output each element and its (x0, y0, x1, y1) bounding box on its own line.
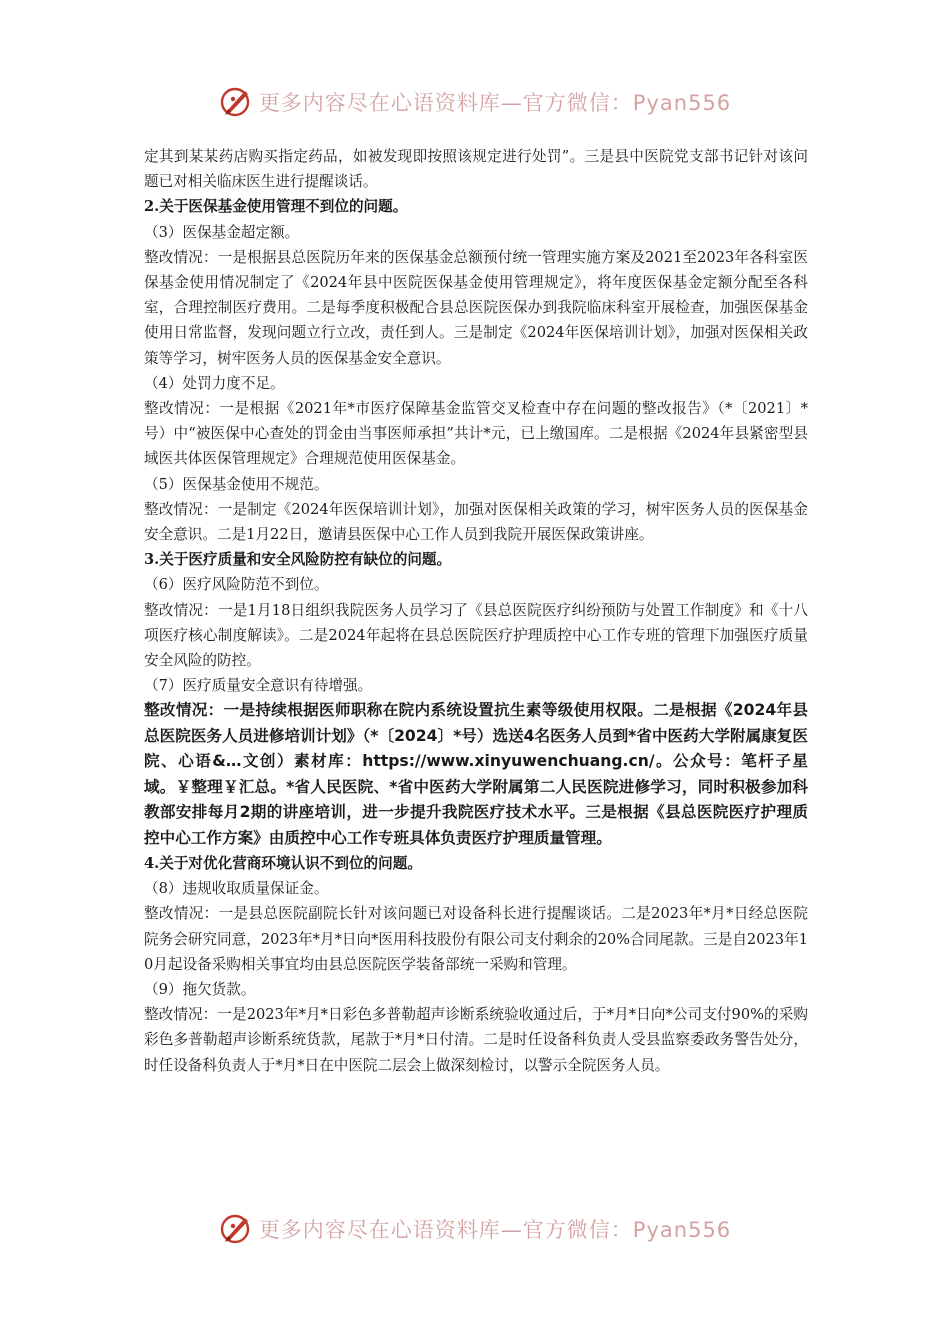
bold-paragraph: 整改情况：一是持续根据医师职称在院内系统设置抗生素等级使用权限。二是根据《2024年县总医院医务人员进修培训计划》（*〔2024〕*号）选送4名医务人员到*省中医药大学附属康复医院、心语&…文创）素材库：https://www.xinyuwenchuang.cn/。公众号：笔杆子星域。￥整理￥汇总。*省人民医院、*省中医药大学附属第二人民医院进修学习，同时积极参加科教部安排每月2期的讲座培训，进一步提升我院医疗技术水平。三是根据《县总医院医疗护理质控中心工作方案》由质控中心工作专班具体负责医疗护理质量管理。 (144, 701, 808, 847)
item-title: （9）拖欠货款。 (144, 980, 256, 998)
header-slogan: 更多内容尽在心语资料库—官方微信：Pyan556 (258, 91, 732, 115)
item-title: （7）医疗质量安全意识有待增强。 (144, 677, 373, 695)
section-heading: 2.关于医保基金使用管理不到位的问题。 (144, 198, 408, 216)
paragraph: 整改情况：一是根据《2021年*市医疗保障基金监管交叉检查中存在问题的整改报告》（*〔2021〕*号）中“被医保中心查处的罚金由当事医师承担”共计*元，已上缴国库。二是根据《2024年县紧密型县域医共体医保管理规定》合理规范使用医保基金。 (144, 400, 808, 468)
item-title: （8）违规收取质量保证金。 (144, 880, 329, 898)
paragraph: 整改情况：一是2023年*月*日彩色多普勒超声诊断系统验收通过后，于*月*日向*公司支付90%的采购彩色多普勒超声诊断系统货款，尾款于*月*日付清。二是时任设备科负责人受县监察委政务警告处分，时任设备科负责人于*月*日在中医院二层会上做深刻检讨，以警示全院医务人员。 (144, 1006, 808, 1074)
item-title: （3）医保基金超定额。 (144, 223, 300, 241)
paragraph: 整改情况：一是制定《2024年医保培训计划》，加强对医保相关政策的学习，树牢医务人员的医保基金安全意识。二是1月22日，邀请县医保中心工作人员到我院开展医保政策讲座。 (144, 500, 808, 544)
paragraph: 整改情况：一是1月18日组织我院医务人员学习了《县总医院医疗纠纷预防与处置工作制度》和《十八项医疗核心制度解读》。二是2024年起将在县总医院医疗护理质控中心工作专班的管理下加强医疗质量安全风险的防控。 (144, 601, 808, 670)
document-body (144, 144, 808, 1078)
item-title: （6）医疗风险防范不到位。 (144, 576, 329, 594)
footer-slogan: 更多内容尽在心语资料库—官方微信：Pyan556 (258, 1218, 732, 1242)
item-title: （5）医保基金使用不规范。 (144, 475, 329, 493)
item-title: （4）处罚力度不足。 (144, 374, 285, 392)
brush-pen-logo-icon (219, 85, 253, 119)
section-heading: 4.关于对优化营商环境认识不到位的问题。 (144, 854, 422, 872)
paragraph: 整改情况：一是根据县总医院历年来的医保基金总额预付统一管理实施方案及2021至2023年各科室医保基金使用情况制定了《2024年县中医院医保基金使用管理规定》，将年度医保基金定额分配至各科室，合理控制医疗费用。二是每季度积极配合县总医院医保办到我院临床科室开展检查，加强医保基金使用日常监督，发现问题立行立改，责任到人。三是制定《2024年医保培训计划》，加强对医保相关政策等学习，树牢医务人员的医保基金安全意识。 (144, 248, 809, 367)
brush-pen-logo-icon (219, 1212, 253, 1246)
footer-banner (0, 1209, 950, 1249)
paragraph: 整改情况：一是县总医院副院长针对该问题已对设备科长进行提醒谈话。二是2023年*月*日经总医院院务会研究同意，2023年*月*日向*医用科技股份有限公司支付剩余的20%合同尾款。三是自2023年10月起设备采购相关事宜均由县总医院医学装备部统一采购和管理。 (144, 905, 808, 973)
section-heading: 3.关于医疗质量和安全风险防控有缺位的问题。 (144, 551, 452, 569)
header-banner (0, 82, 950, 122)
paragraph: 定其到某某药店购买指定药品，如被发现即按照该规定进行处罚”。三是县中医院党支部书记针对该问题已对相关临床医生进行提醒谈话。 (144, 148, 808, 191)
